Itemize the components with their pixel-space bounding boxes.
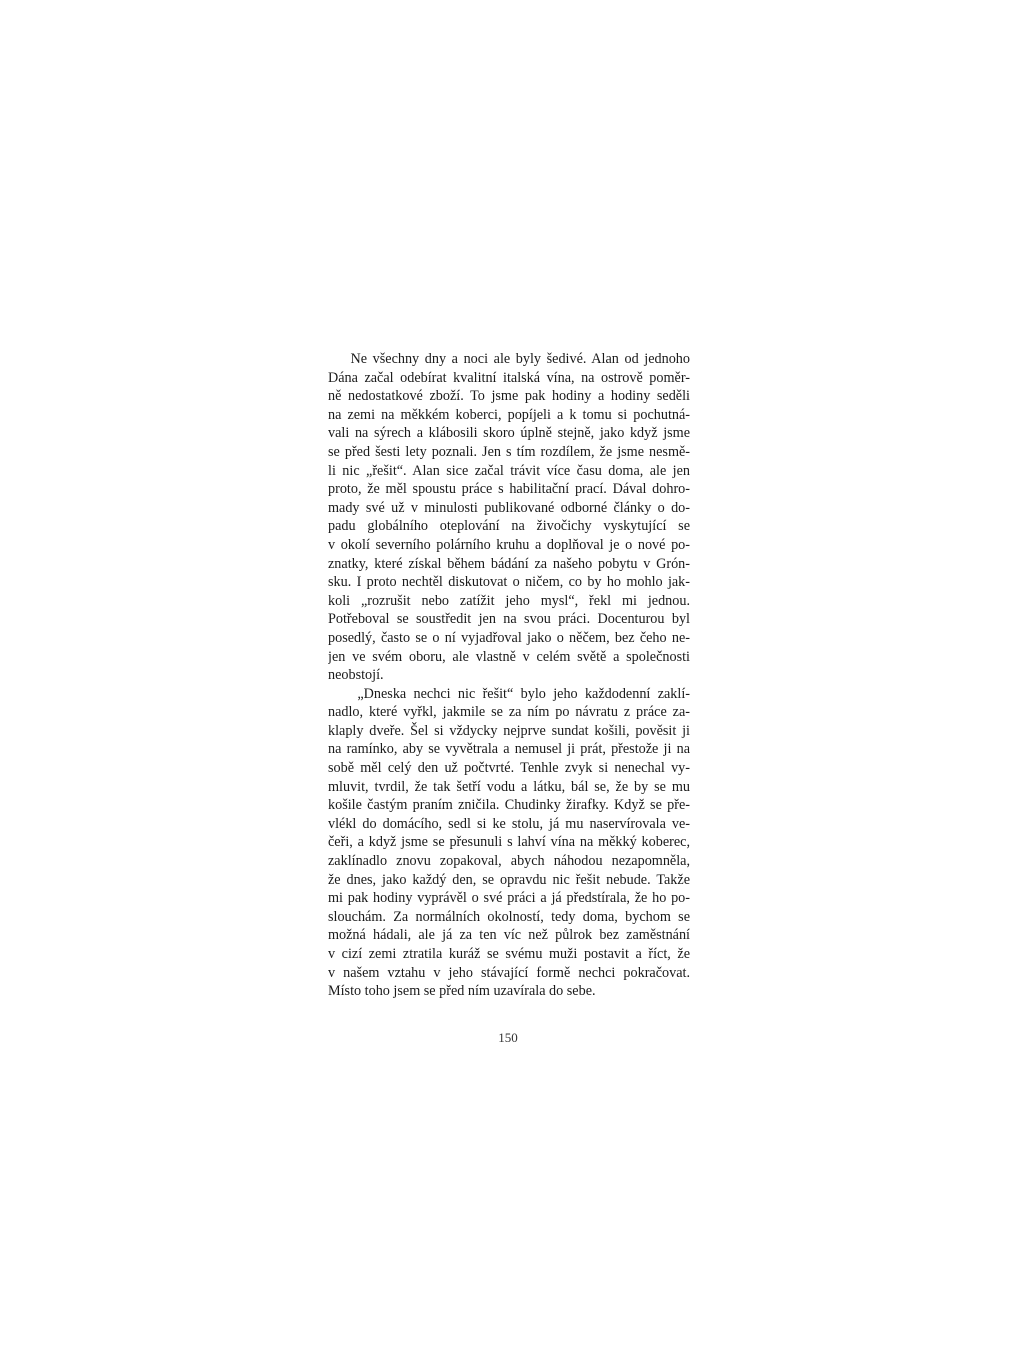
text-line: ně nedostatkové zboží. To jsme pak hodiny a hodiny seděli bbox=[328, 388, 690, 405]
text-line: „Dneska nechci nic řešit“ bylo jeho každodenní zaklí- bbox=[328, 685, 690, 702]
text-line: v cizí zemi ztratila kuráž se svému muži postavit a říct, že bbox=[328, 946, 690, 962]
text-line: na ramínko, aby se vyvětrala a nemusel ji prát, přestože ji na bbox=[328, 741, 690, 758]
text-line: v našem vztahu v jeho stávající formě nechci pokračovat. bbox=[328, 964, 690, 981]
text-line: neobstojí. bbox=[328, 667, 384, 684]
text-line: li nic „řešit“. Alan sice začal trávit více času doma, ale jen bbox=[328, 462, 690, 479]
paragraph bbox=[328, 350, 690, 685]
text-line: zaklínadlo znovu zopakoval, abych náhodou nezapomněla, bbox=[328, 853, 690, 870]
paragraph bbox=[328, 685, 690, 1001]
text-line: Místo toho jsem se před ním uzavírala do sebe. bbox=[328, 983, 596, 1000]
text-line: posedlý, často se o ní vyjadřoval jako o něčem, bez čeho ne- bbox=[328, 629, 690, 646]
text-line: mluvit, tvrdil, že tak šetří vodu a látku, bál se, že by se mu bbox=[328, 778, 690, 795]
text-line: sku. I proto nechtěl diskutovat o ničem, co by ho mohlo jak- bbox=[328, 574, 690, 591]
text-line: košile častým praním zničila. Chudinky žirafky. Když se pře- bbox=[328, 797, 690, 814]
text-line: jen ve svém oboru, ale vlastně v celém světě a společnosti bbox=[328, 648, 690, 665]
text-line: nadlo, které vyřkl, jakmile se za ním po návratu z práce za- bbox=[328, 704, 690, 721]
text-line: Dána začal odebírat kvalitní italská vína, na ostrově poměr- bbox=[328, 369, 690, 386]
text-line: vlékl do domácího, sedl si ke stolu, já mu naservírovala ve- bbox=[328, 815, 690, 832]
text-line: Ne všechny dny a noci ale byly šedivé. Alan od jednoho bbox=[328, 351, 690, 367]
text-line: vali na sýrech a klábosili skoro úplně stejně, jako když jsme bbox=[328, 425, 690, 442]
text-line: koli „rozrušit nebo zatížit jeho mysl“, řekl mi jednou. bbox=[328, 592, 690, 609]
text-line: slouchám. Za normálních okolností, tedy doma, bychom se bbox=[328, 908, 690, 925]
text-line: v okolí severního polárního kruhu a doplňoval je o nové po- bbox=[328, 536, 690, 553]
text-line: klaply dveře. Šel si vždycky nejprve sundat košili, pověsit ji bbox=[328, 722, 690, 739]
body-text bbox=[328, 350, 690, 1001]
text-line: čeři, a když jsme se přesunuli s lahví vína na měkký koberec, bbox=[328, 834, 690, 851]
text-line: na zemi na měkkém koberci, popíjeli a k tomu si pochutná- bbox=[328, 406, 690, 423]
page-number: 150 bbox=[498, 1030, 518, 1045]
text-line: Potřeboval se soustředit jen na svou práci. Docenturou byl bbox=[328, 611, 690, 628]
text-line: znatky, které získal během bádání za našeho pobytu v Grón- bbox=[328, 555, 690, 572]
text-line: padu globálního oteplování na živočichy vyskytující se bbox=[328, 518, 690, 535]
text-line: možná hádali, ale já za ten víc než půlrok bez zaměstnání bbox=[328, 927, 690, 944]
text-line: proto, že měl spoustu práce s habilitační prací. Dával dohro- bbox=[328, 481, 690, 498]
text-line: mady své už v minulosti publikované odborné články o do- bbox=[328, 499, 690, 516]
text-line: sobě měl celý den už počtvrté. Tenhle zvyk si nenechal vy- bbox=[328, 760, 690, 777]
text-line: mi pak hodiny vyprávěl o své práci a já předstírala, že ho po- bbox=[328, 890, 690, 907]
text-line: se před šesti lety poznali. Jen s tím rozdílem, že jsme nesmě- bbox=[328, 443, 690, 460]
text-line: že dnes, jako každý den, se opravdu nic řešit nebude. Takže bbox=[328, 871, 690, 888]
